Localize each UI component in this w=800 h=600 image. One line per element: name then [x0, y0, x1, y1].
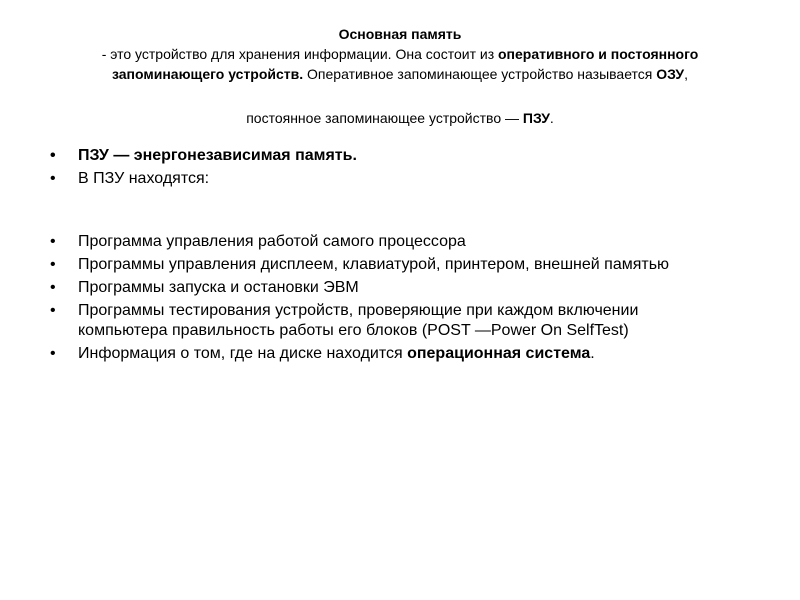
bullet-icon: •: [50, 256, 56, 273]
bottom-list: [50, 232, 770, 367]
header-block: [40, 24, 760, 128]
bullet-icon: •: [50, 170, 56, 187]
list-item: [50, 146, 770, 166]
list-item-end: .: [590, 345, 595, 362]
list-item-bold: операционная система: [407, 345, 591, 362]
bullet-icon: •: [50, 302, 56, 319]
bullet-icon: •: [50, 345, 56, 362]
list-item-text: компьютера правильность работы его блоков (POST —Power On SelfTest): [78, 322, 629, 339]
bullet-icon: •: [50, 147, 56, 164]
list-item: [50, 301, 770, 341]
list-item-text: Программы запуска и остановки ЭВМ: [78, 279, 359, 296]
last-text-1: постоянное запоминающее устройство —: [246, 110, 523, 126]
intro-bold-3: ОЗУ: [656, 66, 685, 82]
list-item-text: Программы тестирования устройств, проверяющие при каждом включении: [78, 302, 639, 319]
intro-bold-2: запоминающего устройств.: [111, 66, 304, 82]
intro-text-2: Оперативное запоминающее устройство называется: [303, 66, 657, 82]
intro-text-3: ,: [684, 66, 688, 82]
top-list: [50, 146, 770, 192]
list-item-text: ПЗУ — энергонезависимая память.: [78, 147, 357, 164]
page-title: Основная память: [338, 26, 462, 42]
bullet-icon: •: [50, 279, 56, 296]
bullet-icon: •: [50, 233, 56, 250]
list-item: [50, 255, 770, 275]
intro-line-1: [40, 44, 760, 64]
last-bold: ПЗУ: [522, 110, 550, 126]
intro-line-2: [40, 64, 760, 84]
intro-text-1: - это устройство для хранения информации. Она состоит из: [101, 46, 498, 62]
list-item: [50, 344, 770, 364]
last-text-2: .: [549, 110, 554, 126]
list-item-text: В ПЗУ находятся:: [78, 170, 210, 187]
intro-bold-1: оперативного и постоянного: [498, 46, 699, 62]
list-item-text: Информация о том, где на диске находится: [78, 345, 408, 362]
list-item-text: Программы управления дисплеем, клавиатурой, принтером, внешней памятью: [78, 256, 670, 273]
list-item: [50, 169, 770, 189]
list-item: [50, 232, 770, 252]
list-item: [50, 278, 770, 298]
list-item-text: Программа управления работой самого процессора: [78, 233, 466, 250]
intro-line-3: [40, 108, 760, 128]
